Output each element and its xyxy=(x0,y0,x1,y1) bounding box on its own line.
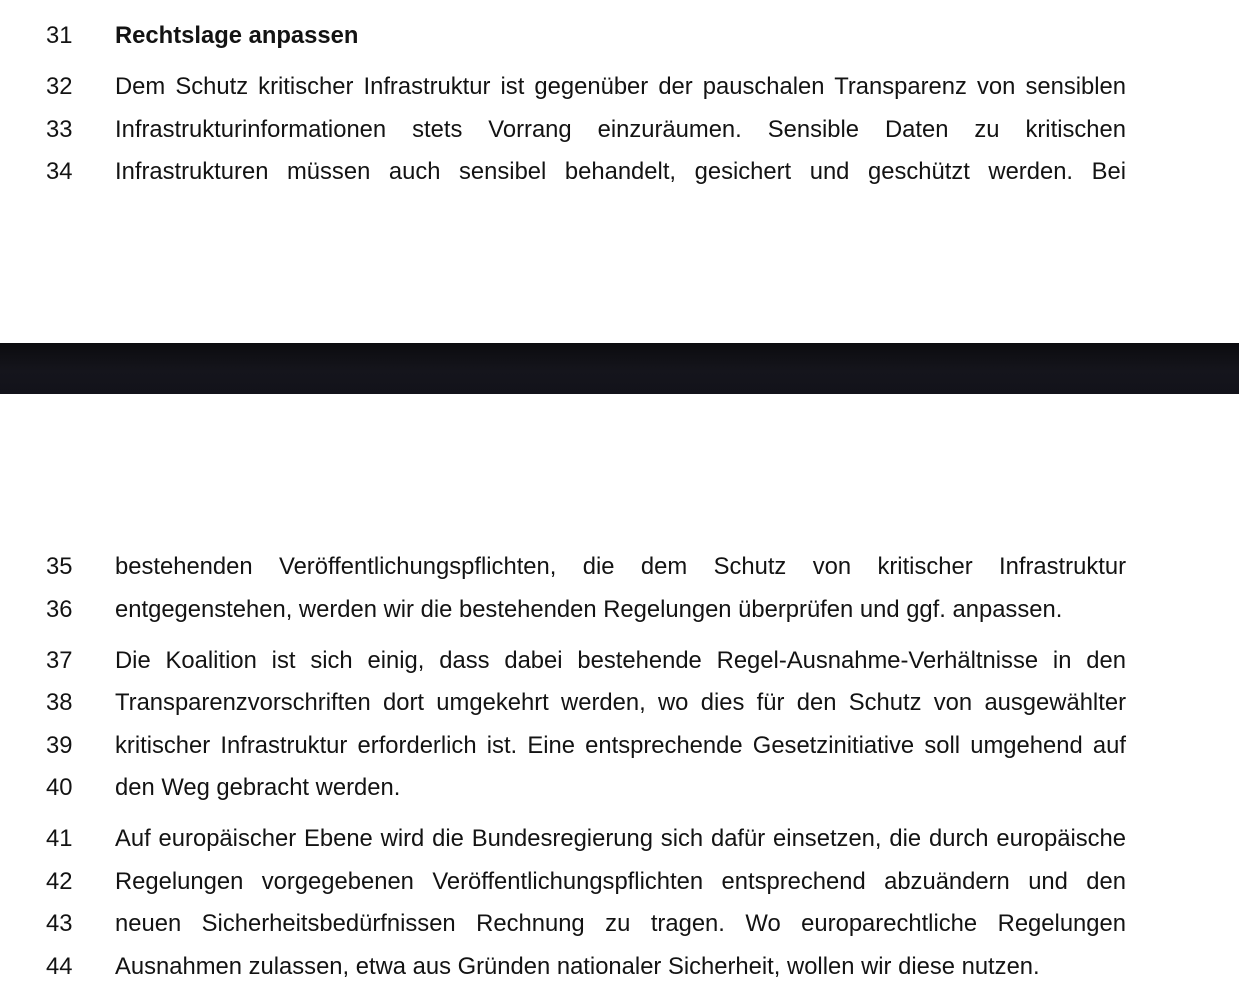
body-paragraph xyxy=(0,640,1239,810)
line-number: 35 xyxy=(46,553,73,580)
line-text: bestehenden Veröffentlichungspflichten, die dem Schutz von kritischer Infrastruktur xyxy=(115,553,1126,580)
line-text: Infrastrukturen müssen auch sensibel behandelt, gesichert und geschützt werden. Bei xyxy=(115,158,1126,185)
line-number: 44 xyxy=(46,952,73,980)
document-line xyxy=(0,682,1239,725)
body-paragraph xyxy=(0,818,1239,988)
document-line xyxy=(0,861,1239,904)
document-line xyxy=(0,66,1239,109)
line-number: 43 xyxy=(46,910,73,937)
document-line xyxy=(0,946,1239,989)
heading-paragraph xyxy=(0,15,1239,58)
line-text: den Weg gebracht werden. xyxy=(115,774,401,801)
line-number: 42 xyxy=(46,867,73,895)
body-paragraph xyxy=(0,546,1239,631)
line-text: entgegenstehen, werden wir die bestehenden Regelungen überprüfen und ggf. anpassen. xyxy=(115,595,1063,623)
document-line xyxy=(0,767,1239,810)
document-line xyxy=(0,15,1239,58)
document-line xyxy=(0,818,1239,861)
line-number: 33 xyxy=(46,115,73,143)
line-number: 36 xyxy=(46,595,73,623)
line-text: Infrastrukturinformationen stets Vorrang einzuräumen. Sensible Daten zu kritischen xyxy=(115,115,1126,143)
line-number: 34 xyxy=(46,158,73,185)
document-line xyxy=(0,725,1239,768)
line-number: 38 xyxy=(46,689,73,716)
line-text: Dem Schutz kritischer Infrastruktur ist gegenüber der pauschalen Transparenz von sensiblen xyxy=(115,73,1126,100)
document-line xyxy=(0,903,1239,946)
line-text: Transparenzvorschriften dort umgekehrt werden, wo dies für den Schutz von ausgewählter xyxy=(115,689,1126,716)
line-text: Auf europäischer Ebene wird die Bundesregierung sich dafür einsetzen, die durch europäische xyxy=(115,825,1126,852)
document-line xyxy=(0,589,1239,632)
line-text: Ausnahmen zulassen, etwa aus Gründen nationaler Sicherheit, wollen wir diese nutzen. xyxy=(115,952,1040,980)
line-text: neuen Sicherheitsbedürfnissen Rechnung zu tragen. Wo europarechtliche Regelungen xyxy=(115,910,1126,937)
section-heading: Rechtslage anpassen xyxy=(115,22,359,49)
line-number: 40 xyxy=(46,774,73,801)
document-line xyxy=(0,640,1239,683)
document-line xyxy=(0,109,1239,152)
line-number: 37 xyxy=(46,646,73,674)
line-text: Regelungen vorgegebenen Veröffentlichungspflichten entsprechend abzuändern und den xyxy=(115,867,1126,895)
document-page-1 xyxy=(0,0,1239,343)
line-number: 41 xyxy=(46,825,73,852)
document-line xyxy=(0,151,1239,194)
line-number: 39 xyxy=(46,731,73,759)
line-number: 32 xyxy=(46,73,73,100)
document-page-2 xyxy=(0,394,1239,989)
line-text: kritischer Infrastruktur erforderlich ist. Eine entsprechende Gesetzinitiative soll umgehend auf xyxy=(115,731,1126,759)
body-paragraph xyxy=(0,66,1239,194)
page-gap-separator xyxy=(0,343,1239,394)
line-text: Die Koalition ist sich einig, dass dabei bestehende Regel-Ausnahme-Verhältnisse in den xyxy=(115,646,1126,674)
document-line xyxy=(0,546,1239,589)
line-number: 31 xyxy=(46,22,73,49)
